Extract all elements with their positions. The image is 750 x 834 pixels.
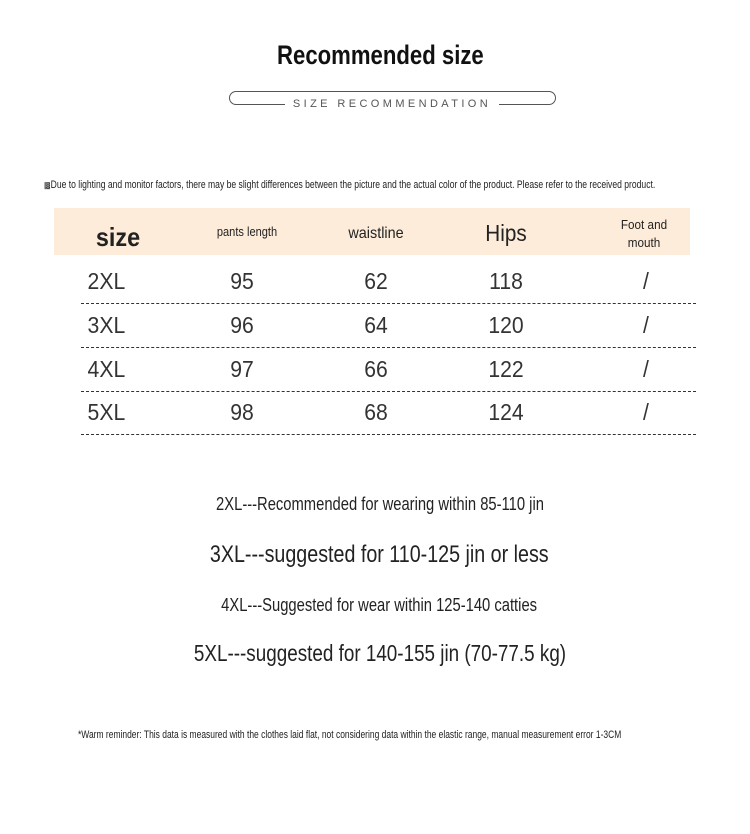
column-header-hips: Hips (485, 220, 527, 246)
recommendation-5xl: 5XL---suggested for 140-155 jin (70-77.5 kg) (193, 640, 567, 666)
cell-pants-length: 95 (230, 268, 254, 294)
cell-foot-and-mouth: / (643, 356, 649, 382)
color-notice (44, 178, 656, 192)
cell-foot-and-mouth: / (643, 268, 649, 294)
cell-pants-length: 97 (230, 356, 254, 382)
recommendation-3xl: 3XL---suggested for 110-125 jin or less (209, 541, 549, 568)
cell-pants-length: 98 (230, 399, 254, 425)
column-header-size: size (95, 222, 141, 252)
table-row (81, 304, 696, 348)
table-row (81, 260, 696, 304)
cell-size: 5XL (87, 399, 126, 425)
cell-size: 2XL (87, 268, 126, 294)
column-header-waistline: waistline (348, 225, 404, 242)
cell-pants-length: 96 (230, 312, 254, 338)
cell-waistline: 64 (364, 312, 388, 338)
warm-reminder: *Warm reminder: This data is measured with the clothes laid flat, not considering data within the elastic range, manual measurement error 1-3CM (78, 729, 622, 741)
table-row (81, 391, 696, 435)
cell-hips: 124 (488, 399, 524, 425)
cell-size: 3XL (87, 312, 126, 338)
recommendation-2xl: 2XL---Recommended for wearing within 85-110 jin (216, 494, 544, 514)
table-row (81, 348, 696, 392)
cell-waistline: 62 (364, 268, 388, 294)
cell-foot-and-mouth: / (643, 312, 649, 338)
cell-hips: 118 (489, 268, 523, 294)
notice-bullet-icon: ▩ (44, 180, 51, 190)
cell-waistline: 68 (364, 399, 388, 425)
cell-hips: 122 (488, 356, 524, 382)
page-title: Recommended size (277, 40, 484, 70)
cell-waistline: 66 (364, 356, 388, 382)
subtitle: SIZE RECOMMENDATION (285, 96, 499, 112)
cell-hips: 120 (488, 312, 524, 338)
recommendation-4xl: 4XL---Suggested for wear within 125-140 catties (221, 595, 538, 615)
notice-text: Due to lighting and monitor factors, there may be slight differences between the picture and the actual color of the product. Please refer to the received product. (50, 179, 656, 191)
cell-size: 4XL (87, 356, 126, 382)
column-header-pants-length: pants length (216, 224, 278, 239)
column-header-foot-and-mouth: Foot and mouth (620, 217, 668, 250)
cell-foot-and-mouth: / (643, 399, 649, 425)
